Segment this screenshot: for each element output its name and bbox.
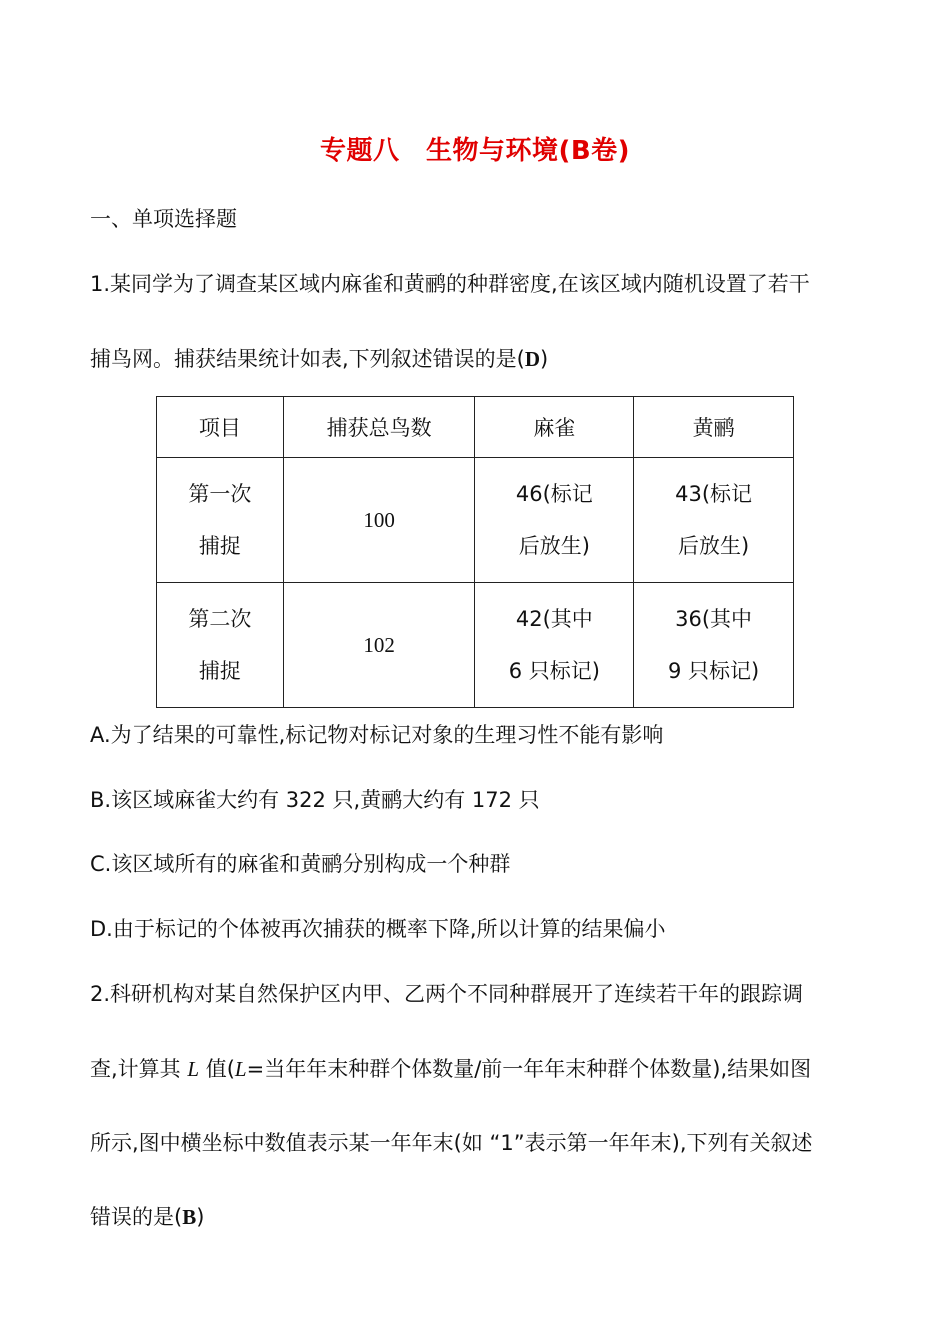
section-heading: 一、单项选择题 (90, 207, 237, 231)
table-cell-sparrow (475, 458, 634, 583)
q2-variable-l: L (187, 1057, 200, 1081)
q1-option-b: B.该区域麻雀大约有 322 只,黄鹂大约有 172 只 (90, 788, 540, 812)
q1-answer: D (524, 347, 541, 371)
q1-option-a: A.为了结果的可靠性,标记物对标记对象的生理习性不能有影响 (90, 723, 664, 747)
table-row (157, 458, 794, 583)
q2-stem-line2 (90, 1053, 811, 1085)
q2-stem-line3: 所示,图中横坐标中数值表示某一年年末(如 “1”表示第一年年末),下列有关叙述 (90, 1131, 813, 1155)
q1-stem-text: 捕鸟网。捕获结果统计如表,下列叙述错误的是( (90, 347, 525, 371)
q1-stem-line2 (90, 343, 548, 375)
cell-text: 46(标记 (515, 482, 593, 506)
q1-stem-close: ) (540, 347, 549, 371)
table-header-cell: 项目 (157, 397, 284, 458)
q1-option-d: D.由于标记的个体被再次捕获的概率下降,所以计算的结果偏小 (90, 917, 666, 941)
cell-text: 6 只标记) (508, 659, 600, 683)
cell-text: 捕捉 (198, 659, 241, 683)
q2-text: 查,计算其 (90, 1057, 188, 1081)
table-header-cell: 捕获总鸟数 (283, 397, 475, 458)
table-cell-label (157, 583, 284, 708)
cell-text: 第一次 (188, 482, 252, 506)
cell-text: 9 只标记) (667, 659, 760, 683)
table-cell-oriole (634, 458, 794, 583)
q2-variable-l: L (234, 1057, 247, 1081)
cell-text: 捕捉 (198, 534, 241, 558)
cell-text: 42(其中 (515, 607, 593, 631)
q2-text: =当年年末种群个体数量/前一年年末种群个体数量),结果如图 (246, 1057, 812, 1081)
table-cell-label (157, 458, 284, 583)
cell-text: 第二次 (188, 607, 252, 631)
q1-stem-line1: 1.某同学为了调查某区域内麻雀和黄鹂的种群密度,在该区域内随机设置了若干 (90, 272, 810, 296)
q2-text: ) (196, 1205, 205, 1229)
q1-option-c: C.该区域所有的麻雀和黄鹂分别构成一个种群 (90, 852, 511, 876)
table-cell-total: 102 (283, 583, 475, 708)
cell-text: 后放生) (518, 534, 590, 558)
table-cell-oriole (634, 583, 794, 708)
table-header-cell: 麻雀 (475, 397, 634, 458)
q2-text: 错误的是( (90, 1205, 183, 1229)
cell-text: 43(标记 (675, 482, 753, 506)
table-cell-sparrow (475, 583, 634, 708)
cell-text: 36(其中 (675, 607, 753, 631)
q2-answer: B (182, 1205, 197, 1229)
cell-text: 后放生) (678, 534, 750, 558)
table-header-cell: 黄鹂 (634, 397, 794, 458)
table-header-row (157, 397, 794, 458)
q2-stem-line1: 2.科研机构对某自然保护区内甲、乙两个不同种群展开了连续若干年的跟踪调 (90, 982, 804, 1006)
q1-data-table (156, 396, 794, 708)
page-title: 专题八 生物与环境(B卷) (319, 136, 631, 166)
table-row (157, 583, 794, 708)
q2-text: 值( (199, 1057, 235, 1081)
q2-stem-line4 (90, 1201, 204, 1233)
table-cell-total: 100 (283, 458, 475, 583)
